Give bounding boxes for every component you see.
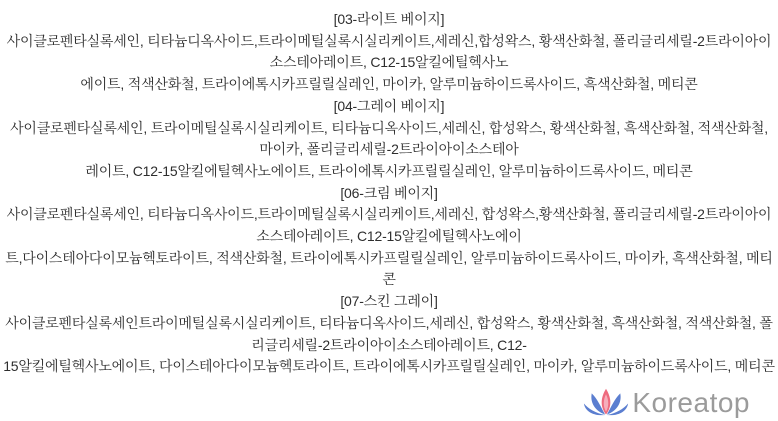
ingredient-list: [0, 9, 778, 378]
ingredients-line: 사이클로펜타실록세인트라이메틸실록시실리케이트, 티타늄디옥사이드,세레신, 합성왁스, 황색산화철, 흑색산화철, 적색산화철, 폴: [5, 314, 773, 331]
ingredients-line: 레이트, C12-15알킬에틸헥사노에이트, 트라이에톡시카프릴릴실레인, 알루미늄하이드록사이드, 메티콘: [85, 162, 693, 179]
section-06-cream-beige: [0, 183, 778, 292]
koreatop-watermark: [583, 386, 750, 420]
ingredients-line: 사이클로펜타실록세인, 트라이메틸실록시실리케이트, 티타늄디옥사이드,세레신, 합성왁스, 황색산화철, 흑색산화철, 적색산화철,: [10, 119, 768, 136]
section-03-light-beige: [0, 9, 778, 96]
ingredients-line: 에이트, 적색산화철, 트라이에톡시카프릴릴실레인, 마이카, 알루미늄하이드록사이드, 흑색산화철, 메티콘: [80, 76, 698, 93]
shade-title: [03-라이트 베이지]: [333, 11, 445, 27]
ingredients-line: 마이카, 폴리글리세릴-2트라이아이소스테아: [259, 141, 519, 158]
koreatop-logo-text: Koreatop: [632, 387, 750, 418]
section-07-skin-gray: [0, 291, 778, 378]
ingredients-line: 리글리세릴-2트라이아이소스테아레이트, C12-: [251, 336, 527, 353]
ingredients-line: 소스테아레이트, C12-15알킬에틸헥사노에이: [256, 228, 522, 245]
section-04-gray-beige: [0, 96, 778, 183]
shade-title: [04-그레이 베이지]: [333, 97, 445, 114]
ingredients-line: 사이클로펜타실록세인, 티타늄디옥사이드,트라이메틸실록시실리케이트,세레신, 합성왁스,황색산화철, 폴리글리세릴-2트라이아이: [6, 206, 772, 223]
shade-title: [06-크림 베이지]: [340, 184, 438, 201]
ingredients-line: 15알킬에틸헥사노에이트, 다이스테아다이모늄헥토라이트, 트라이에톡시카프릴릴실레인, 마이카, 알루미늄하이드록사이드, 메티콘: [3, 358, 775, 375]
ingredients-line: 콘: [382, 271, 396, 288]
shade-title: [07-스킨 그레이]: [340, 293, 438, 310]
ingredients-line: 소스테아레이트, C12-15알킬에틸헥사노: [269, 54, 509, 71]
ingredients-line: 트,다이스테아다이모늄헥토라이트, 적색산화철, 트라이에톡시카프릴릴실레인, 알루미늄하이드록사이드, 마이카, 흑색산화철, 메티: [5, 249, 773, 266]
lotus-icon: [583, 386, 629, 420]
ingredients-line: 사이클로펜타실록세인, 티타늄디옥사이드,트라이메틸실록시실리케이트,세레신,합성왁스, 황색산화철, 폴리글리세릴-2트라이아이: [6, 32, 772, 49]
